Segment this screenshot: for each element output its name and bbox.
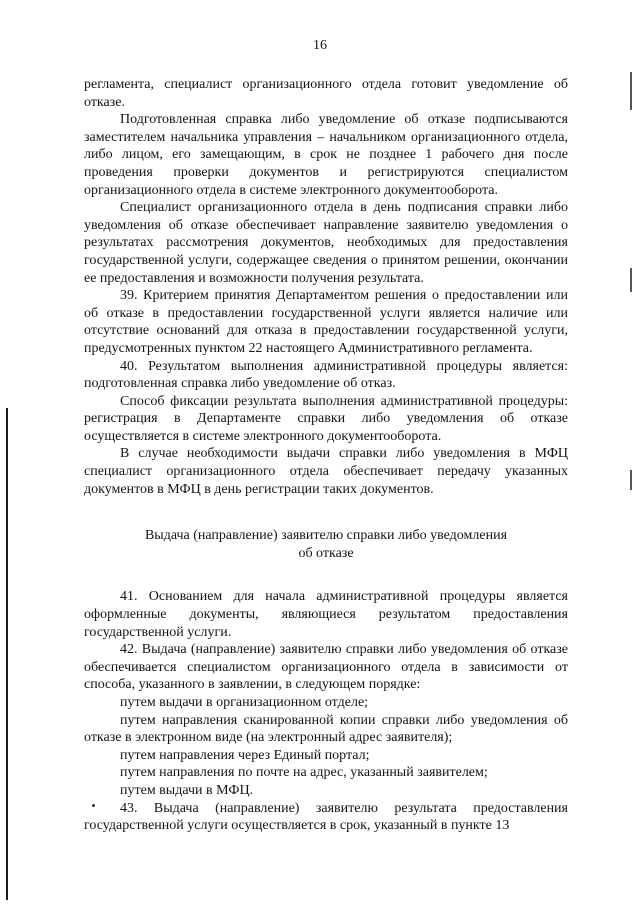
section-heading-line: об отказе (298, 545, 354, 561)
list-item: путем выдачи в организационном отделе; (120, 695, 369, 710)
paragraph: Способ фиксации результата выполнения административной процедуры: регистрация в Департаменте справки либо уведомления об отказе осуществляется в системе электронного документооборота. (84, 393, 568, 444)
edge-mark (630, 72, 632, 110)
margin-bar (6, 408, 8, 900)
paragraph: 43. Выдача (направление) заявителю результата предоставления государственной услуги осуществляется в срок, указанный в пункте 13 (84, 800, 568, 834)
list-item: путем выдачи в МФЦ. (120, 782, 254, 798)
list-item: путем направления через Единый портал; (120, 747, 370, 763)
edge-mark (630, 268, 632, 292)
edge-mark (630, 470, 632, 490)
section-heading (84, 527, 568, 562)
paragraph: 42. Выдача (направление) заявителю справки либо уведомления об отказе обеспечивается специалистом организационного отдела в зависимости от способа, указанного в заявлении, в следующем порядке: (84, 642, 568, 693)
paragraph: регламента, специалист организационного отдела готовит уведомление об отказе. (84, 77, 568, 110)
list-item: путем направления по почте на адрес, указанный заявителем; (120, 765, 488, 781)
paragraph: В случае необходимости выдачи справки либо уведомления в МФЦ специалист организационного отдела обеспечивает передачу указанных документов в МФЦ в день регистрации таких документов. (84, 446, 568, 497)
paragraph: 39. Критерием принятия Департаментом решения о предоставлении или об отказе в предоставлении государственной услуги является наличие или отсутствие оснований для отказа в предоставлении государственной услуги, предусмотренных пунктом 22 настоящего Административного регламента. (84, 288, 568, 356)
list-item: путем направления сканированной копии справки либо уведомления об отказе в электронном виде (на электронный адрес заявителя); (84, 712, 568, 746)
page-number: 16 (313, 38, 327, 53)
paragraph: Специалист организационного отдела в день подписания справки либо уведомления об отказе обеспечивает направление заявителю уведомления о результатах рассмотрения документов, необходимых для предоставления государственной услуги, содержащее сведения о принятом решении, окончании ее предоставления и возможности получения результата. (84, 200, 568, 286)
paragraph: Подготовленная справка либо уведомление об отказе подписываются заместителем начальника управления – начальником организационного отдела, либо лицом, его замещающим, в срок не позднее 1 рабочего дня после проведения проверки документов и регистрируются специалистом организационного отдела в системе электронного документооборота. (84, 112, 568, 198)
paragraph: 41. Основанием для начала административной процедуры является оформленные документы, являющиеся результатом предоставления государственной услуги. (84, 589, 568, 640)
section-heading-line: Выдача (направление) заявителю справки либо уведомления (144, 528, 508, 544)
document-body (84, 76, 568, 835)
paragraph: 40. Результатом выполнения административной процедуры является: подготовленная справка либо уведомление об отказ. (84, 358, 568, 392)
